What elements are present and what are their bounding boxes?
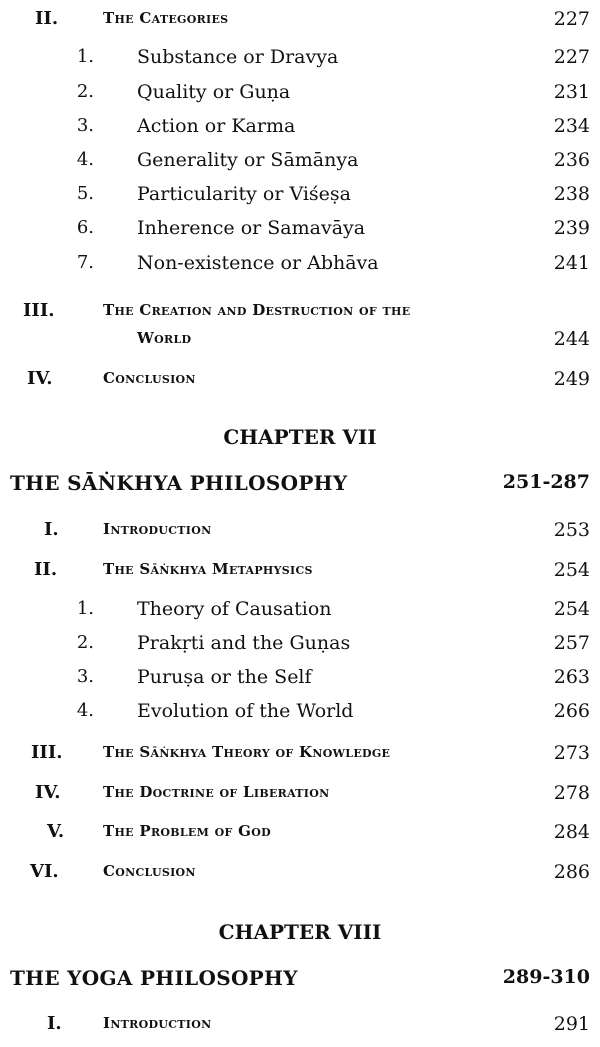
section-title: Introduction: [103, 520, 212, 538]
page-number: 227: [553, 8, 590, 30]
toc-section-row-continued: [0, 328, 600, 362]
page-number: 266: [553, 700, 590, 722]
toc-subsection-row: [0, 666, 600, 700]
section-number: III.: [31, 742, 63, 763]
toc-subsection-row: [0, 598, 600, 632]
toc-section-row: [0, 821, 600, 855]
section-number: II.: [34, 559, 58, 580]
page-number: 254: [553, 598, 590, 620]
chapter-title-row: [0, 966, 600, 1000]
chapter-page-range: 251-287: [502, 471, 590, 493]
toc-subsection-row: [0, 632, 600, 666]
subsection-title: Substance or Dravya: [137, 46, 339, 68]
chapter-page-range: 289-310: [502, 966, 590, 988]
page-number: 249: [553, 368, 590, 390]
section-number: V.: [47, 821, 65, 842]
subsection-title: Evolution of the World: [137, 700, 354, 722]
toc-subsection-row: [0, 81, 600, 115]
section-title: The Doctrine of Liberation: [103, 783, 330, 801]
section-number: III.: [23, 300, 55, 321]
toc-section-row: [0, 742, 600, 776]
page-number: 239: [553, 217, 590, 239]
section-number: IV.: [35, 782, 61, 803]
section-title: The Sāṅkhya Metaphysics: [103, 560, 313, 578]
toc-section-row: [0, 519, 600, 553]
subsection-title: Theory of Causation: [137, 598, 332, 620]
section-title: The Creation and Destruction of the: [103, 301, 411, 319]
section-title-continued: World: [137, 329, 192, 347]
subsection-number: 7.: [76, 252, 94, 273]
section-number: II.: [35, 8, 59, 29]
subsection-title: Inherence or Samavāya: [137, 217, 366, 239]
subsection-title: Prakṛti and the Guṇas: [137, 632, 351, 654]
subsection-number: 2.: [76, 632, 94, 653]
toc-section-row: [0, 368, 600, 402]
section-title: The Sāṅkhya Theory of Knowledge: [103, 743, 391, 761]
page-number: 231: [553, 81, 590, 103]
page-number: 291: [553, 1013, 590, 1035]
subsection-number: 4.: [76, 700, 94, 721]
subsection-number: 3.: [76, 115, 94, 136]
subsection-title: Generality or Sāmānya: [137, 149, 359, 171]
page-number: 253: [553, 519, 590, 541]
toc-section-row: [0, 8, 600, 42]
page-number: 263: [553, 666, 590, 688]
page-number: 238: [553, 183, 590, 205]
page-number: 234: [553, 115, 590, 137]
subsection-title: Action or Karma: [137, 115, 296, 137]
subsection-title: Quality or Guṇa: [137, 81, 291, 103]
section-title: Introduction: [103, 1014, 212, 1032]
toc-subsection-row: [0, 115, 600, 149]
toc-subsection-row: [0, 252, 600, 286]
chapter-heading: CHAPTER VIII: [218, 920, 382, 944]
subsection-number: 2.: [76, 81, 94, 102]
chapter-title-row: [0, 471, 600, 505]
section-title: The Categories: [103, 9, 229, 27]
page-number: 227: [553, 46, 590, 68]
subsection-number: 4.: [76, 149, 94, 170]
section-title: Conclusion: [103, 369, 196, 387]
subsection-title: Puruṣa or the Self: [137, 666, 312, 688]
page-number: 257: [553, 632, 590, 654]
section-title: Conclusion: [103, 862, 196, 880]
page-number: 236: [553, 149, 590, 171]
subsection-title: Particularity or Viśeṣa: [137, 183, 352, 205]
chapter-title: THE YOGA PHILOSOPHY: [10, 966, 298, 990]
page-number: 286: [553, 861, 590, 883]
toc-subsection-row: [0, 183, 600, 217]
page-number: 284: [553, 821, 590, 843]
section-number: IV.: [27, 368, 53, 389]
toc-section-row: [0, 861, 600, 895]
toc-section-row: [0, 559, 600, 593]
page-number: 254: [553, 559, 590, 581]
subsection-number: 1.: [76, 598, 94, 619]
page-number: 273: [553, 742, 590, 764]
subsection-number: 3.: [76, 666, 94, 687]
subsection-number: 5.: [76, 183, 94, 204]
section-number: VI.: [30, 861, 59, 882]
section-number: I.: [44, 519, 59, 540]
toc-subsection-row: [0, 217, 600, 251]
toc-subsection-row: [0, 46, 600, 80]
subsection-number: 6.: [76, 217, 94, 238]
subsection-title: Non-existence or Abhāva: [137, 252, 379, 274]
section-title: The Problem of God: [103, 822, 271, 840]
page-number: 278: [553, 782, 590, 804]
toc-section-row: [0, 782, 600, 816]
toc-subsection-row: [0, 149, 600, 183]
section-number: I.: [47, 1013, 62, 1034]
page-number: 241: [553, 252, 590, 274]
toc-subsection-row: [0, 700, 600, 734]
page-number: 244: [553, 328, 590, 350]
chapter-title: THE SĀṄKHYA PHILOSOPHY: [10, 471, 348, 495]
subsection-number: 1.: [76, 46, 94, 67]
chapter-heading: CHAPTER VII: [223, 425, 377, 449]
